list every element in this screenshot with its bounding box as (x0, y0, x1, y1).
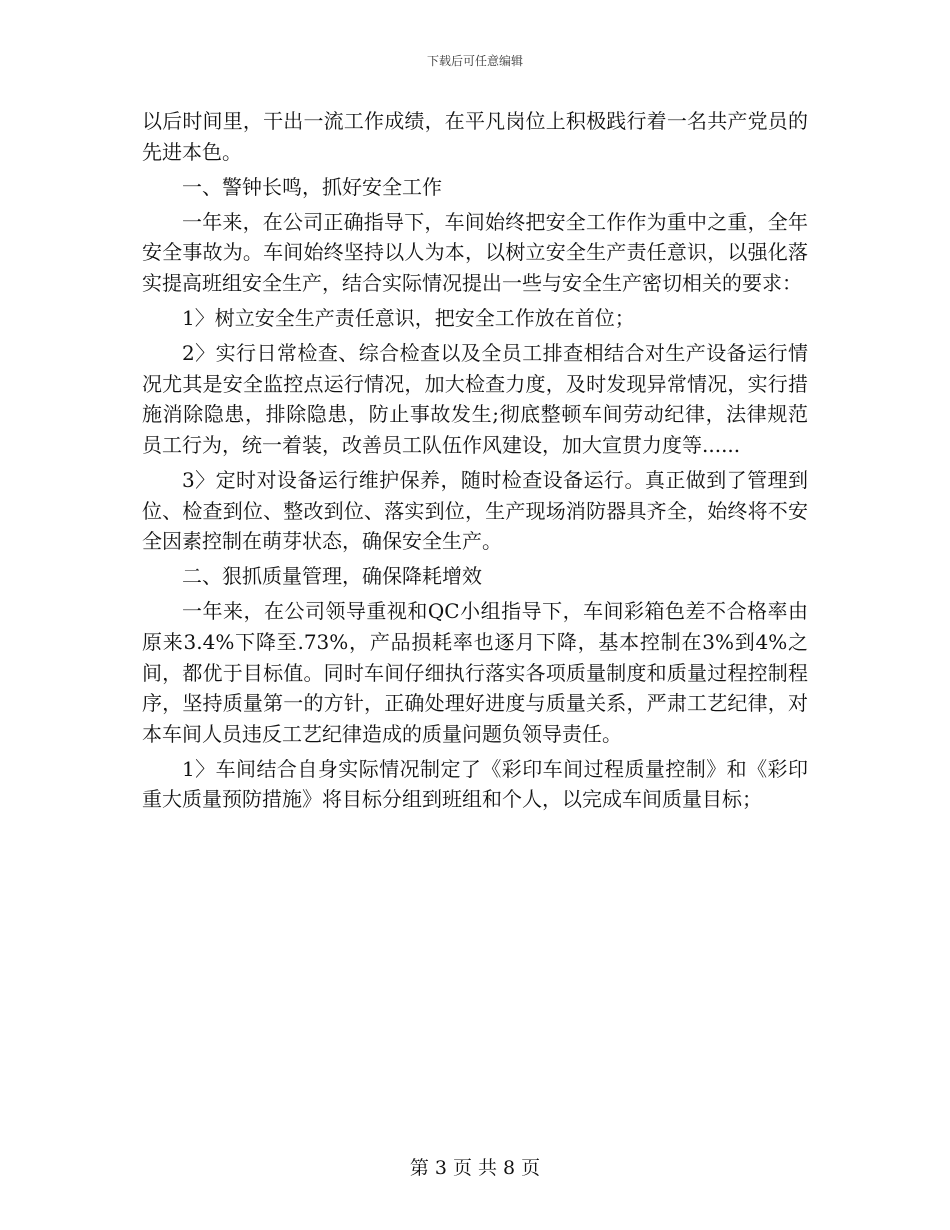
paragraph-safety-intro: 一年来，在公司正确指导下，车间始终把安全工作作为重中之重，全年安全事故为。车间始终坚持以人为本，以树立安全生产责任意识，以强化落实提高班组安全生产，结合实际情况提出一些与安全生产密切相关的要求： (142, 209, 808, 295)
paragraph-quality-intro: 一年来，在公司领导重视和QC小组指导下，车间彩箱色差不合格率由原来3.4%下降至.73%，产品损耗率也逐月下降，基本控制在3%到4%之间，都优于目标值。同时车间仔细执行落实各项质量制度和质量过程控制程序，坚持质量第一的方针，正确处理好进度与质量关系，严肃工艺纪律，对本车间人员违反工艺纪律造成的质量问题负领导责任。 (142, 599, 808, 746)
section-heading-safety: 一、警钟长鸣，抓好安全工作 (182, 174, 442, 199)
document-body (142, 106, 808, 820)
page-number-footer: 第 3 页 共 8 页 (409, 1157, 541, 1179)
list-item-quality-1: 1〉车间结合自身实际情况制定了《彩印车间过程质量控制》和《彩印重大质量预防措施》将目标分组到班组和个人，以完成车间质量目标； (142, 756, 808, 812)
section-heading-quality: 二、狠抓质量管理，确保降耗增效 (182, 564, 482, 589)
paragraph-continuation: 以后时间里，干出一流工作成绩，在平凡岗位上积极践行着一名共产党员的先进本色。 (142, 109, 808, 164)
list-item-safety-2: 2〉实行日常检查、综合检查以及全员工排查相结合对生产设备运行情况尤其是安全监控点运行情况，加大检查力度，及时发现异常情况，实行措施消除隐患，排除隐患，防止事故发生;彻底整顿车间劳动纪律，法律规范员工行为，统一着装，改善员工队伍作风建设，加大宣贯力度等...... (142, 341, 808, 457)
page-header: 下载后可任意编辑 (426, 54, 523, 68)
list-item-safety-3: 3〉定时对设备运行维护保养，随时检查设备运行。真正做到了管理到位、检查到位、整改到位、落实到位，生产现场消防器具齐全，始终将不安全因素控制在萌芽状态，确保安全生产。 (142, 468, 808, 554)
list-item-safety-1: 1〉树立安全生产责任意识，把安全工作放在首位； (182, 306, 635, 331)
